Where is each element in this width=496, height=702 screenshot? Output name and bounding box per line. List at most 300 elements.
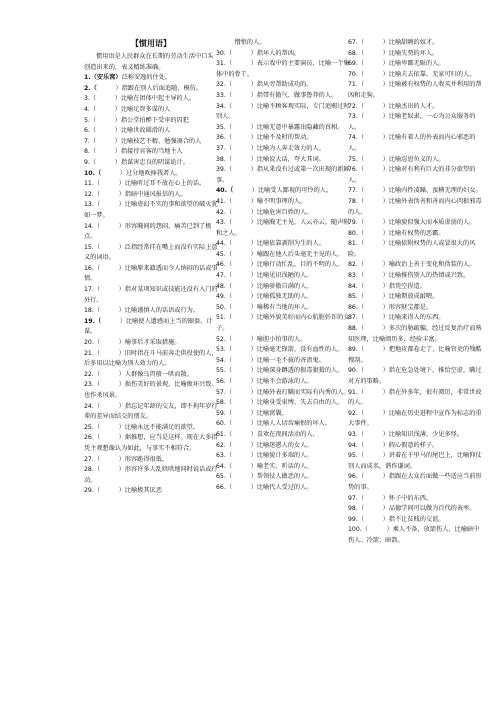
item-text: ）人群像乌兽般一哄而散。 (100, 370, 193, 378)
item-number: 70.（ (348, 70, 365, 78)
item-text: ）多次的胁敲骗，经过反复治疗而熟知医理，比喻阅历多，经验丰富。 (348, 325, 482, 343)
item-text: ）比喻谨慎人的话语或行为。 (100, 307, 200, 315)
item-text: ）指在外多年，很有阅历，非常世故的人。 (348, 388, 482, 407)
item-number: 8.（ (84, 148, 97, 156)
list-item (84, 423, 218, 434)
item-text: ）比喻足智多谋的人 (96, 105, 171, 113)
item-answer: （安乐窝） (90, 74, 122, 82)
item-text: ）帮领仗人做恶的人。 (232, 473, 313, 481)
list-item (348, 525, 482, 546)
item-number: 5.（ (84, 116, 97, 124)
list-item (84, 486, 218, 497)
item-text: ）指从来没有过或第一次出现的新鲜事。 (216, 166, 350, 184)
item-number: 42.（ (216, 208, 233, 216)
item-text: ）假心假意的样子。 (364, 441, 439, 449)
item-number: 46.（ (216, 261, 233, 269)
item-number: 54.（ (216, 356, 233, 364)
list-item (84, 455, 218, 466)
list-item (216, 462, 350, 473)
item-text: ）比喻说大话，夸大其词。 (232, 155, 325, 163)
item-number: 66.（ (216, 483, 233, 491)
item-number: 63.（ (216, 452, 233, 460)
item-text: ）比喻夫去依靠、无家可归的人。 (364, 70, 476, 78)
list-item (348, 239, 482, 260)
item-text: ）比喻毫无锋箭、没有血性的人。 (232, 346, 344, 354)
item-number: 27.（ (84, 455, 101, 463)
list-item (216, 292, 350, 303)
list-item (216, 250, 350, 261)
list-item (348, 494, 482, 505)
item-number: 32.（ (216, 81, 233, 89)
item-number: 82.（ (348, 261, 365, 269)
item-number: 67.（ (348, 39, 365, 46)
item-number: 15.（ (84, 243, 101, 251)
item-text: ）比喻永远不能满足的欲望。 (100, 423, 200, 431)
list-item (348, 165, 482, 186)
list-item (348, 59, 482, 70)
list-item (84, 169, 218, 180)
list-item (216, 38, 350, 49)
list-item (216, 91, 350, 102)
list-item (216, 388, 350, 399)
item-number: 86.（ (348, 303, 365, 311)
list-item (84, 116, 218, 127)
item-number: 16.（ (84, 264, 101, 272)
item-number: 81.（ (348, 240, 365, 248)
list-item (216, 366, 350, 377)
list-item (216, 186, 350, 197)
item-number: 11.（ (84, 180, 101, 188)
item-number: 80.（ (348, 229, 365, 237)
list-item (84, 317, 218, 338)
list-item (348, 271, 482, 282)
item-number: 39.（ (216, 166, 233, 174)
item-number: 17.（ (84, 286, 101, 294)
item-number: 47.（ (216, 272, 233, 280)
item-number: 34.（ (216, 102, 233, 110)
item-text: ）比喻一毛不拔的吝啬鬼。 (232, 356, 325, 364)
item-number: 9.（ (84, 158, 97, 166)
item-text: ）比喻有权势的恶霸。 (364, 229, 445, 237)
item-number: 45.（ (216, 250, 233, 258)
item-number: 77.（ (348, 187, 365, 195)
item-number: 41.（ (216, 197, 233, 205)
item-number: 68.（ (348, 49, 365, 57)
intro-paragraph: 惯用语是人民群众在长期的劳动生活中口头创造出来的，表义精练准确。 (84, 53, 214, 71)
item-number: 12.（ (84, 190, 101, 198)
list-item (348, 229, 482, 240)
list-item (216, 282, 350, 293)
list-item (348, 282, 482, 293)
item-text: ）比喻迷惑人的女人。 (232, 441, 313, 449)
list-item (216, 144, 350, 155)
list-item (348, 472, 482, 493)
list-item (348, 430, 482, 441)
item-text: ）比喻代人受过的人。 (232, 483, 313, 491)
item-number: 20.（ (84, 339, 101, 347)
list-item (216, 102, 350, 123)
list-item (84, 285, 218, 306)
list-item (216, 80, 350, 91)
item-text: ）比喻人人切齿痛恨的坏人。 (232, 420, 332, 428)
item-text: ）指谋害忠良的阴谋诡计。 (96, 158, 189, 166)
item-number: 14.（ (84, 222, 101, 230)
list-item (348, 303, 482, 314)
item-number: 3.（ (84, 95, 97, 103)
item-text: ）比喻在历史进程中宣作为标志的重大事件。 (348, 409, 482, 428)
item-number: 73.（ (348, 113, 365, 121)
item-number: 100.（ (348, 526, 368, 534)
item-text: ）比喻貌计多端的人。 (232, 452, 313, 460)
item-text: ）旧时指在斗马前奔走供役使的人，后多用以比喻为别人效力的人。 (84, 349, 218, 368)
item-text: ）形容财宝都是。 (364, 303, 433, 311)
item-number: 38.（ (216, 155, 233, 163)
list-item (216, 398, 350, 409)
list-item (216, 356, 350, 367)
list-item (216, 260, 350, 271)
list-item (348, 80, 482, 101)
item-text: ）比喻不及时的帮动。 (232, 134, 313, 142)
item-number: 93.（ (348, 430, 365, 438)
item-number: 37.（ (216, 144, 233, 152)
item-number: 83.（ (348, 272, 365, 280)
item-number: 35.（ (216, 123, 233, 131)
item-number: 62.（ (216, 441, 233, 449)
item-number: 23.（ (84, 381, 101, 389)
item-number: 92.（ (348, 409, 365, 417)
item-number: 98.（ (348, 505, 365, 513)
item-text: ）比喻危害百姓的人。 (232, 208, 313, 216)
item-text: ）比喻依附权势的人或冒很大的风险。 (348, 240, 476, 258)
item-text: ）比喻来得人的东西。 (364, 314, 445, 322)
item-number: 30.（ (216, 49, 233, 57)
item-text: ）指在危急处境下，推恰空虚，瞒过对方的策略。 (348, 367, 482, 385)
item-number: 91.（ (348, 388, 365, 396)
item-text: 憎恨的人。 (216, 39, 266, 46)
item-text: 泛称安逸的住处。 (121, 74, 172, 82)
list-item (348, 133, 482, 154)
item-text: ）喻胆小怕事的人。 (232, 335, 307, 343)
list-item (84, 243, 218, 264)
item-text: ）乘人不备，放箭伤人，比喻暗中伤人。冷箭；暗箭。 (348, 526, 480, 544)
item-text: ）比喻深身蹲透的狠毒狠猾的人。 (232, 367, 344, 375)
list-item (348, 218, 482, 229)
list-item (216, 197, 350, 208)
item-text: ）比喻被有权势的人收买并利用的帮凶和走狗。 (348, 81, 482, 99)
item-text: ）指忘记年龄的交友，即不拘年岁行辈的差异而结交的朋友。 (84, 402, 218, 421)
item-text: ）比喻骄傲自满的人。 (232, 282, 313, 290)
item-text: ）指跟在大众后面做一些适应当前形势的事。 (348, 473, 482, 491)
item-text: ）过分地吹捧我者人。 (101, 169, 182, 177)
list-item (216, 239, 350, 250)
list-item (348, 260, 482, 271)
item-text: ）形容胸间的怨闷，痛苦已到了极点。 (84, 222, 212, 241)
item-text: ）指坏人的帮凶。 (232, 49, 301, 57)
item-number: 87.（ (348, 314, 365, 322)
item-number: 76.（ (348, 166, 365, 174)
item-text: ）比喻失势的坏人。 (364, 49, 439, 57)
list-item (216, 335, 350, 346)
list-item (348, 38, 482, 49)
list-item (348, 504, 482, 515)
item-text: ）把地皮都卷走了，比喻官吏的残酷搜刮。 (348, 346, 482, 364)
item-number: 95.（ (348, 452, 365, 460)
item-text: ）指跟在别人后面追随、模仿。 (96, 84, 203, 92)
item-number: 65.（ (216, 473, 233, 481)
list-item (216, 59, 350, 80)
item-number: 19.（ (84, 317, 102, 325)
item-number: 10.（ (84, 169, 102, 177)
item-number: 18.（ (84, 307, 101, 315)
list-item (216, 155, 350, 166)
list-item (84, 158, 218, 169)
list-item (84, 137, 218, 148)
item-text: ）表示戏中的主要演员，比喻一个集体中的骨干。 (216, 60, 350, 78)
list-item (348, 49, 482, 60)
list-item (84, 222, 218, 243)
item-text: ）泛指经常挂在嘴上而没有实际上意义的词语。 (84, 243, 218, 262)
item-number: 79.（ (348, 219, 365, 227)
item-number: 71.（ (348, 81, 365, 89)
item-number: 58.（ (216, 399, 233, 407)
item-text: ）指凭空捏造。 (364, 282, 426, 290)
item-text: ）喻老实、听话的人。 (232, 462, 313, 470)
item-text: ）比喻虚幻不实的事和欲望的破灭犹如一梦。 (84, 201, 218, 219)
item-text: ）比喻枝艺不精、勉强凑合的人 (96, 137, 202, 145)
list-item (348, 409, 482, 430)
item-number: 99.（ (348, 515, 365, 523)
list-item (84, 147, 218, 158)
list-item (216, 409, 350, 420)
item-text: ）喻跟在他人后头毫无主见的人。 (232, 250, 344, 258)
list-item (348, 313, 482, 324)
item-text: ）形容跪得很低。 (100, 455, 169, 463)
list-item (348, 515, 482, 526)
item-number: 75.（ (348, 155, 365, 163)
item-text: ）据推想，应当是这样。现在大多指凭主观想像认为如此，与事实不相符合。 (84, 434, 218, 452)
item-number: 22.（ (84, 370, 101, 378)
item-text: ）比喻不顾客观实际，专门追赐过时别人。 (216, 102, 350, 121)
item-text: ）指暗中通风报信的人。 (100, 190, 187, 198)
item-text: ）比喻使人遗感而上当的圈套、计谋。 (84, 317, 213, 336)
list-item (216, 271, 350, 282)
list-item (216, 218, 350, 239)
item-text: ）比喻推伤别人的热情或兴致。 (364, 272, 470, 280)
list-item (348, 451, 482, 472)
item-text: ）比喻见识浅陋的人。 (232, 272, 313, 280)
item-text: ）怀子中的东西。 (364, 494, 433, 502)
list-item (216, 430, 350, 441)
list-item (84, 338, 218, 349)
list-item (216, 303, 350, 314)
item-number: 55.（ (216, 367, 233, 375)
list-item (348, 112, 482, 133)
item-number: 43.（ (216, 219, 233, 227)
page-title: 【惯用语】 (131, 39, 171, 48)
list-item (84, 349, 218, 370)
list-item (348, 324, 482, 345)
item-text: ）形容许多人乱哄哄地同时说话或行动。 (84, 466, 218, 484)
list-item (216, 313, 350, 334)
item-text: ）指对某项知识或技能还没有入门的外行。 (84, 286, 218, 304)
list-item (84, 84, 218, 95)
item-text: ）喜欢在夜间活动的人。 (232, 430, 319, 438)
list-item (348, 155, 482, 166)
item-number: 2.（ (84, 84, 97, 92)
item-text: ）比喻对有利有巨大的非分欲望的人。 (348, 166, 476, 184)
item-text: ）比喻有着人的外表而内心邪恶的人。 (348, 134, 476, 152)
list-item (348, 388, 482, 409)
list-item (84, 465, 218, 486)
item-text: ）比喻忍恩负义的人。 (364, 155, 445, 163)
list-item (348, 186, 482, 197)
item-number: 33.（ (216, 91, 233, 99)
list-item (348, 197, 482, 218)
item-number: 64.（ (216, 462, 233, 470)
item-number: 60.（ (216, 420, 233, 428)
column-2 (216, 38, 350, 494)
item-text: ）指带有傲气、做事鲁莽的人。 (232, 91, 338, 99)
column-3 (348, 38, 482, 547)
list-item (348, 70, 482, 81)
list-item (84, 73, 218, 84)
item-text: ）比喻外表伪善和善而内心肉狠邪毒的人。 (348, 197, 482, 216)
item-text: ）指从旁帮助成功的。 (232, 81, 313, 89)
item-text: ）比喻知识浅薄、少见多怪。 (364, 430, 464, 438)
item-number: 96.（ (348, 473, 365, 481)
item-number: 21.（ (84, 349, 101, 357)
item-number: 94.（ (348, 441, 365, 449)
item-number: 48.（ (216, 282, 233, 290)
item-number: 25.（ (84, 423, 101, 431)
item-text: ）比喻期放成敲喂。 (364, 293, 439, 301)
item-number: 59.（ (216, 409, 233, 417)
item-text: ）比喻世故圆滑的人 (96, 127, 171, 135)
list-item (84, 105, 218, 116)
item-text: ）比喻受人鄙视的可怜的人。 (233, 187, 333, 195)
item-text: ）比喻原来籍透而令人纳闷的话或事情。 (84, 264, 218, 283)
list-item (84, 402, 218, 423)
item-text: ）比喻貌似强大而本质虚弱的人。 (364, 219, 476, 227)
item-text: ）喻稀有当地的坏人。 (232, 303, 313, 311)
list-item (84, 264, 218, 285)
item-number: 36.（ (216, 134, 233, 142)
item-number: 4.（ (84, 105, 97, 113)
list-item (84, 370, 218, 381)
item-number: 78.（ (348, 197, 365, 205)
item-number: 13.（ (84, 201, 101, 209)
item-text: ）比喻不会游泳的人。 (232, 378, 313, 385)
list-item (216, 377, 350, 388)
list-item (216, 345, 350, 356)
list-item (216, 133, 350, 144)
item-text: ）比喻老奴隶，一心为公众服务的人。 (348, 113, 476, 131)
item-number: 24.（ (84, 402, 101, 410)
item-text: ）比喻无意中暴露出隐藏的真相。 (232, 123, 344, 131)
item-number: 29.（ (84, 487, 101, 495)
item-text: ）比喻外貌美好而内心肮脏奸诈的女子。 (216, 314, 350, 333)
item-number: 51.（ (216, 314, 233, 322)
item-number: 44.（ (216, 240, 233, 248)
item-number: 90.（ (348, 367, 365, 375)
item-text: ）品德学问可以做为百代的表率。 (364, 505, 476, 513)
item-text: ）损伤美好的景观，比喻败坏兴致。也作杀风景。 (84, 381, 218, 399)
list-item (216, 49, 350, 60)
item-text: ）比喻孤独无助的人。 (232, 293, 313, 301)
column-1 (84, 38, 218, 497)
item-text: ）喻不明事理的人。 (232, 197, 307, 205)
item-number: 84.（ (348, 282, 365, 290)
list-item (348, 366, 482, 387)
item-text: ）比喻外表打瞒而实际有内秀的人。 (232, 388, 350, 396)
item-number: 69.（ (348, 60, 365, 68)
item-number: 97.（ (348, 494, 365, 502)
item-text: ）指公堂拍醉下受审的囚犯 (96, 116, 189, 124)
item-text: ）比喻胸无主见，人云亦云，随声附和之人。 (216, 219, 350, 237)
item-number: 50.（ (216, 303, 233, 311)
item-text: ）比喻听过耳不放在心上的话。 (100, 180, 206, 188)
list-item (84, 380, 218, 401)
list-item (84, 126, 218, 137)
list-item (216, 451, 350, 462)
item-text: ）比喻依靠剥削为生的人。 (232, 240, 325, 248)
item-number: 61.（ (216, 430, 233, 438)
item-text: ）比喻甜嗨的奴才。 (364, 39, 439, 46)
item-text: ）喻事后才采取措施。 (100, 339, 181, 347)
item-number: 1. (84, 74, 91, 82)
item-text: ）指接待宾客的当地主人 (96, 148, 183, 156)
list-item (84, 200, 218, 221)
list-item (348, 292, 482, 303)
list-item (84, 190, 218, 201)
item-text: ）比喻极其厌恶 (100, 487, 162, 495)
list-item (84, 306, 218, 317)
item-number: 88.（ (348, 325, 365, 333)
item-text: ）比喻身受束缚、失去自由的人。 (232, 399, 344, 407)
item-number: 6.（ (84, 127, 97, 135)
item-number: 74.（ (348, 134, 365, 142)
item-text: ）比喻卑鄙无耻的人。 (364, 60, 445, 68)
item-number: 7.（ (84, 137, 97, 145)
list-item (216, 483, 350, 494)
item-number: 31.（ (216, 60, 233, 68)
list-item (84, 94, 218, 105)
item-number: 49.（ (216, 293, 233, 301)
item-number: 72.（ (348, 102, 365, 110)
item-number: 52.（ (216, 335, 233, 343)
item-text: ）比喻行动忙乱，目的不明的人。 (232, 261, 344, 269)
list-item (84, 179, 218, 190)
item-text: ）指不让贫贱的交谊。 (364, 515, 445, 523)
item-number: 26.（ (84, 434, 101, 442)
list-item (348, 102, 482, 113)
item-number: 85.（ (348, 293, 365, 301)
list-item (84, 433, 218, 454)
item-number: 57.（ (216, 388, 233, 396)
list-item (216, 472, 350, 483)
list-item (216, 165, 350, 186)
item-text: ）比喻窝囊。 (232, 409, 288, 417)
item-number: 40.（ (216, 187, 234, 195)
list-item (216, 208, 350, 219)
item-number: 89.（ (348, 346, 365, 354)
item-text: ）比喻为人奔走效力的人。 (232, 144, 325, 152)
item-text: ）比喻在团体中起主导的人。 (96, 95, 196, 103)
list-item (348, 441, 482, 452)
item-number: 28.（ (84, 466, 101, 474)
list-item (348, 345, 482, 366)
item-text: ）喻政治上善于变化和伪装的人。 (364, 261, 476, 269)
